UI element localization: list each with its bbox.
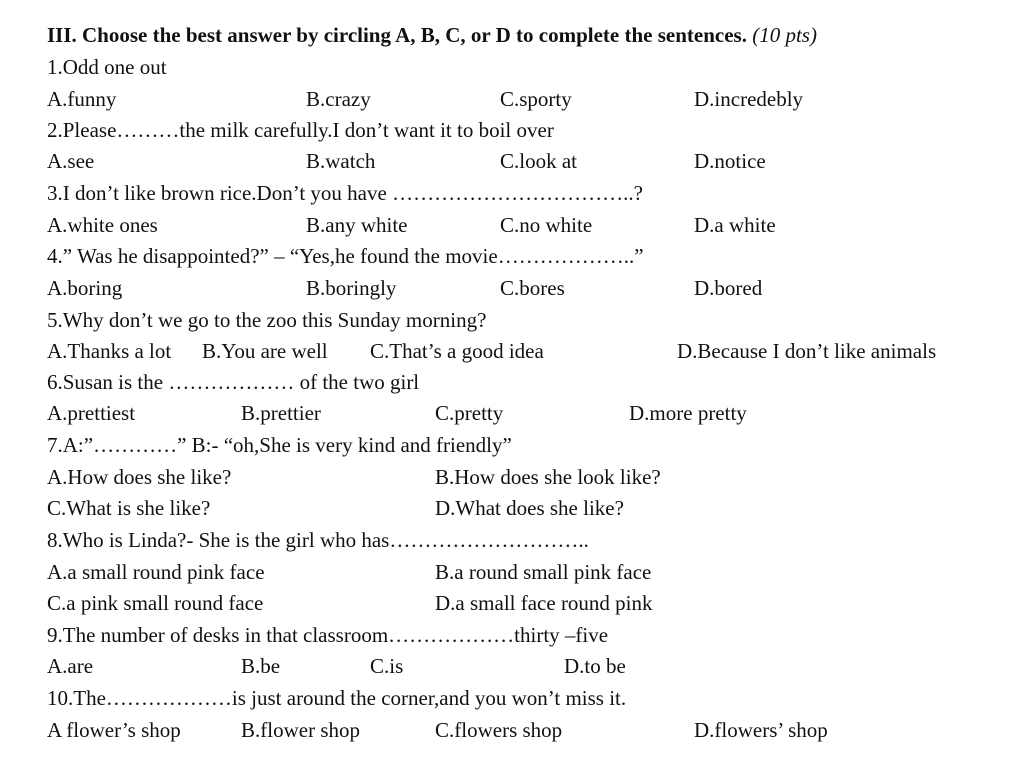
section-heading xyxy=(47,22,817,48)
option-a[interactable]: A.see xyxy=(47,149,95,173)
option-a[interactable]: A flower’s shop xyxy=(47,718,181,742)
option-a[interactable]: A.boring xyxy=(47,276,123,300)
option-d[interactable]: D.to be xyxy=(564,654,626,678)
option-d[interactable]: D.flowers’ shop xyxy=(694,718,828,742)
option-c[interactable]: C.That’s a good idea xyxy=(370,339,544,363)
question-stem: 3.I don’t like brown rice.Don’t you have ……………………………..? xyxy=(47,181,643,205)
option-b[interactable]: B.any white xyxy=(306,213,408,237)
option-a[interactable]: A.Thanks a lot xyxy=(47,339,172,363)
option-c[interactable]: C.sporty xyxy=(500,87,572,111)
option-d[interactable]: D.a white xyxy=(694,213,776,237)
option-c[interactable]: C.flowers shop xyxy=(435,718,563,742)
question-stem: 4.” Was he disappointed?” – “Yes,he found the movie………………..” xyxy=(47,244,644,268)
question-stem: 6.Susan is the ……………… of the two girl xyxy=(47,370,420,394)
option-d[interactable]: D.notice xyxy=(694,149,766,173)
option-b[interactable]: B.You are well xyxy=(202,339,328,363)
question-stem: 7.A:”…………” B:- “oh,She is very kind and friendly” xyxy=(47,433,512,457)
option-d[interactable]: D.a small face round pink xyxy=(435,591,653,615)
option-c[interactable]: C.a pink small round face xyxy=(47,591,264,615)
option-c[interactable]: C.pretty xyxy=(435,401,504,425)
option-a[interactable]: A.How does she like? xyxy=(47,465,232,489)
option-d[interactable]: D.incredebly xyxy=(694,87,804,111)
question-stem: 9.The number of desks in that classroom………………thirty –five xyxy=(47,623,609,647)
option-d[interactable]: D.What does she like? xyxy=(435,496,624,520)
question-stem: 2.Please………the milk carefully.I don’t want it to boil over xyxy=(47,118,554,142)
option-c[interactable]: C.is xyxy=(370,654,404,678)
option-d[interactable]: D.more pretty xyxy=(629,401,747,425)
question-stem: 8.Who is Linda?- She is the girl who has……………………….. xyxy=(47,528,589,552)
question-stem: 5.Why don’t we go to the zoo this Sunday morning? xyxy=(47,308,487,332)
option-b[interactable]: B.How does she look like? xyxy=(435,465,661,489)
option-b[interactable]: B.watch xyxy=(306,149,376,173)
option-c[interactable]: C.no white xyxy=(500,213,593,237)
question-stem: 1.Odd one out xyxy=(47,55,167,79)
option-b[interactable]: B.crazy xyxy=(306,87,371,111)
option-b[interactable]: B.a round small pink face xyxy=(435,560,652,584)
option-b[interactable]: B.boringly xyxy=(306,276,397,300)
option-d[interactable]: D.bored xyxy=(694,276,763,300)
option-b[interactable]: B.prettier xyxy=(241,401,321,425)
option-a[interactable]: A.funny xyxy=(47,87,117,111)
option-b[interactable]: B.flower shop xyxy=(241,718,360,742)
question-stem: 10.The………………is just around the corner,and you won’t miss it. xyxy=(47,686,627,710)
option-d[interactable]: D.Because I don’t like animals xyxy=(677,339,937,363)
option-c[interactable]: C.What is she like? xyxy=(47,496,211,520)
heading-points: (10 pts) xyxy=(752,23,817,47)
option-b[interactable]: B.be xyxy=(241,654,281,678)
option-c[interactable]: C.look at xyxy=(500,149,577,173)
heading-text: III. Choose the best answer by circling A, B, C, or D to complete the sentences. xyxy=(47,23,747,47)
option-a[interactable]: A.white ones xyxy=(47,213,158,237)
option-a[interactable]: A.prettiest xyxy=(47,401,136,425)
option-a[interactable]: A.a small round pink face xyxy=(47,560,265,584)
option-c[interactable]: C.bores xyxy=(500,276,565,300)
option-a[interactable]: A.are xyxy=(47,654,94,678)
